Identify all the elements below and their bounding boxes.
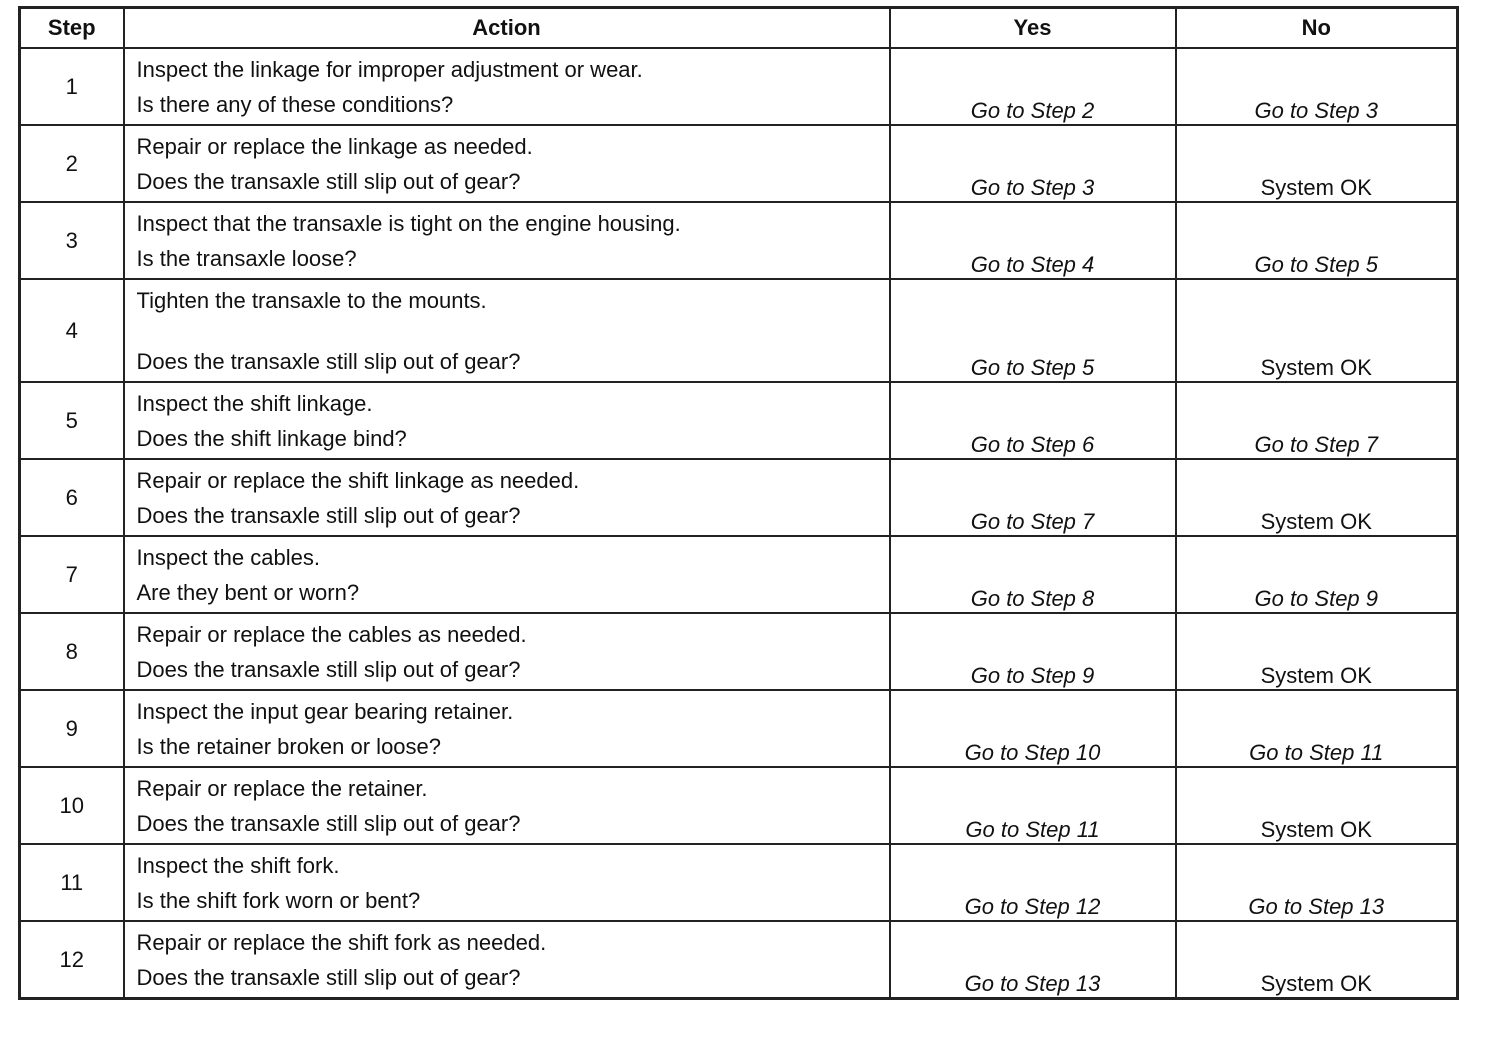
yes-result: Go to Step 5 [970, 355, 1095, 380]
header-step: Step [20, 8, 124, 49]
action-cell [124, 767, 890, 844]
step-number: 12 [20, 921, 124, 999]
action-question: Does the transaxle still slip out of gear? [136, 657, 521, 682]
action-question: Is there any of these conditions? [136, 92, 454, 117]
diagnostic-table [18, 6, 1459, 1000]
yes-cell [890, 921, 1176, 999]
step-number: 9 [20, 690, 124, 767]
action-cell [124, 921, 890, 999]
action-cell [124, 690, 890, 767]
action-text: Repair or replace the cables as needed. [136, 622, 527, 647]
action-text: Repair or replace the retainer. [136, 776, 428, 801]
table-row [20, 279, 1458, 382]
action-cell [124, 844, 890, 921]
action-text: Repair or replace the linkage as needed. [136, 134, 533, 159]
yes-result: Go to Step 10 [964, 740, 1101, 765]
action-text: Inspect the shift linkage. [136, 391, 373, 416]
action-text: Repair or replace the shift linkage as needed. [136, 468, 580, 493]
table-row [20, 48, 1458, 125]
step-number: 7 [20, 536, 124, 613]
action-question: Does the transaxle still slip out of gear? [136, 965, 521, 990]
action-cell [124, 536, 890, 613]
action-text: Inspect the linkage for improper adjustment or wear. [136, 57, 643, 82]
action-question: Is the retainer broken or loose? [136, 734, 442, 759]
no-cell [1176, 202, 1458, 279]
yes-cell [890, 202, 1176, 279]
action-question: Does the transaxle still slip out of gear? [136, 503, 521, 528]
no-result: Go to Step 7 [1254, 432, 1379, 457]
table-row [20, 459, 1458, 536]
step-number: 4 [20, 279, 124, 382]
table-row [20, 844, 1458, 921]
yes-result: Go to Step 6 [970, 432, 1095, 457]
header-row [20, 8, 1458, 49]
action-question: Does the transaxle still slip out of gear? [136, 349, 521, 374]
step-number: 6 [20, 459, 124, 536]
action-question: Is the transaxle loose? [136, 246, 357, 271]
action-text: Tighten the transaxle to the mounts. [136, 288, 487, 313]
yes-result: Go to Step 12 [964, 894, 1101, 919]
yes-cell [890, 382, 1176, 459]
yes-result: Go to Step 3 [970, 175, 1095, 200]
no-result: Go to Step 5 [1254, 252, 1379, 277]
header-yes: Yes [890, 8, 1176, 49]
action-question: Is the shift fork worn or bent? [136, 888, 421, 913]
yes-result: Go to Step 7 [970, 509, 1095, 534]
no-result: System OK [1260, 355, 1372, 380]
yes-cell [890, 767, 1176, 844]
action-cell [124, 382, 890, 459]
table-row [20, 536, 1458, 613]
yes-result: Go to Step 9 [970, 663, 1095, 688]
action-cell [124, 279, 890, 382]
no-cell [1176, 125, 1458, 202]
action-question: Does the transaxle still slip out of gear? [136, 169, 521, 194]
table-row [20, 125, 1458, 202]
action-text: Inspect the shift fork. [136, 853, 340, 878]
table-row [20, 202, 1458, 279]
action-question: Does the transaxle still slip out of gear? [136, 811, 521, 836]
no-cell [1176, 613, 1458, 690]
yes-cell [890, 48, 1176, 125]
step-number: 3 [20, 202, 124, 279]
no-cell [1176, 459, 1458, 536]
yes-cell [890, 125, 1176, 202]
step-number: 8 [20, 613, 124, 690]
no-cell [1176, 921, 1458, 999]
yes-result: Go to Step 8 [970, 586, 1095, 611]
no-cell [1176, 844, 1458, 921]
table-row [20, 690, 1458, 767]
action-text: Inspect the input gear bearing retainer. [136, 699, 514, 724]
action-cell [124, 125, 890, 202]
action-text: Inspect that the transaxle is tight on the engine housing. [136, 211, 681, 236]
action-cell [124, 459, 890, 536]
table-row [20, 382, 1458, 459]
no-result: Go to Step 11 [1249, 740, 1384, 765]
header-no: No [1176, 8, 1458, 49]
yes-cell [890, 613, 1176, 690]
no-cell [1176, 279, 1458, 382]
yes-cell [890, 536, 1176, 613]
no-cell [1176, 536, 1458, 613]
action-question: Are they bent or worn? [136, 580, 360, 605]
action-cell [124, 613, 890, 690]
no-result: System OK [1260, 817, 1372, 842]
yes-result: Go to Step 4 [970, 252, 1095, 277]
yes-cell [890, 844, 1176, 921]
table-row [20, 767, 1458, 844]
no-result: System OK [1260, 175, 1372, 200]
no-cell [1176, 48, 1458, 125]
action-cell [124, 202, 890, 279]
no-cell [1176, 767, 1458, 844]
no-result: Go to Step 9 [1254, 586, 1379, 611]
step-number: 5 [20, 382, 124, 459]
no-result: Go to Step 3 [1254, 98, 1379, 123]
table-row [20, 921, 1458, 999]
action-text: Inspect the cables. [136, 545, 320, 570]
no-result: System OK [1260, 971, 1372, 996]
yes-cell [890, 690, 1176, 767]
action-text: Repair or replace the shift fork as needed. [136, 930, 547, 955]
yes-result: Go to Step 2 [970, 98, 1095, 123]
step-number: 10 [20, 767, 124, 844]
action-cell [124, 48, 890, 125]
step-number: 11 [20, 844, 124, 921]
no-cell [1176, 382, 1458, 459]
yes-result: Go to Step 11 [965, 817, 1100, 842]
step-number: 2 [20, 125, 124, 202]
header-action: Action [124, 8, 890, 49]
yes-result: Go to Step 13 [964, 971, 1101, 996]
table-row [20, 613, 1458, 690]
no-result: Go to Step 13 [1248, 894, 1385, 919]
action-question: Does the shift linkage bind? [136, 426, 407, 451]
yes-cell [890, 459, 1176, 536]
no-cell [1176, 690, 1458, 767]
no-result: System OK [1260, 663, 1372, 688]
step-number: 1 [20, 48, 124, 125]
no-result: System OK [1260, 509, 1372, 534]
yes-cell [890, 279, 1176, 382]
